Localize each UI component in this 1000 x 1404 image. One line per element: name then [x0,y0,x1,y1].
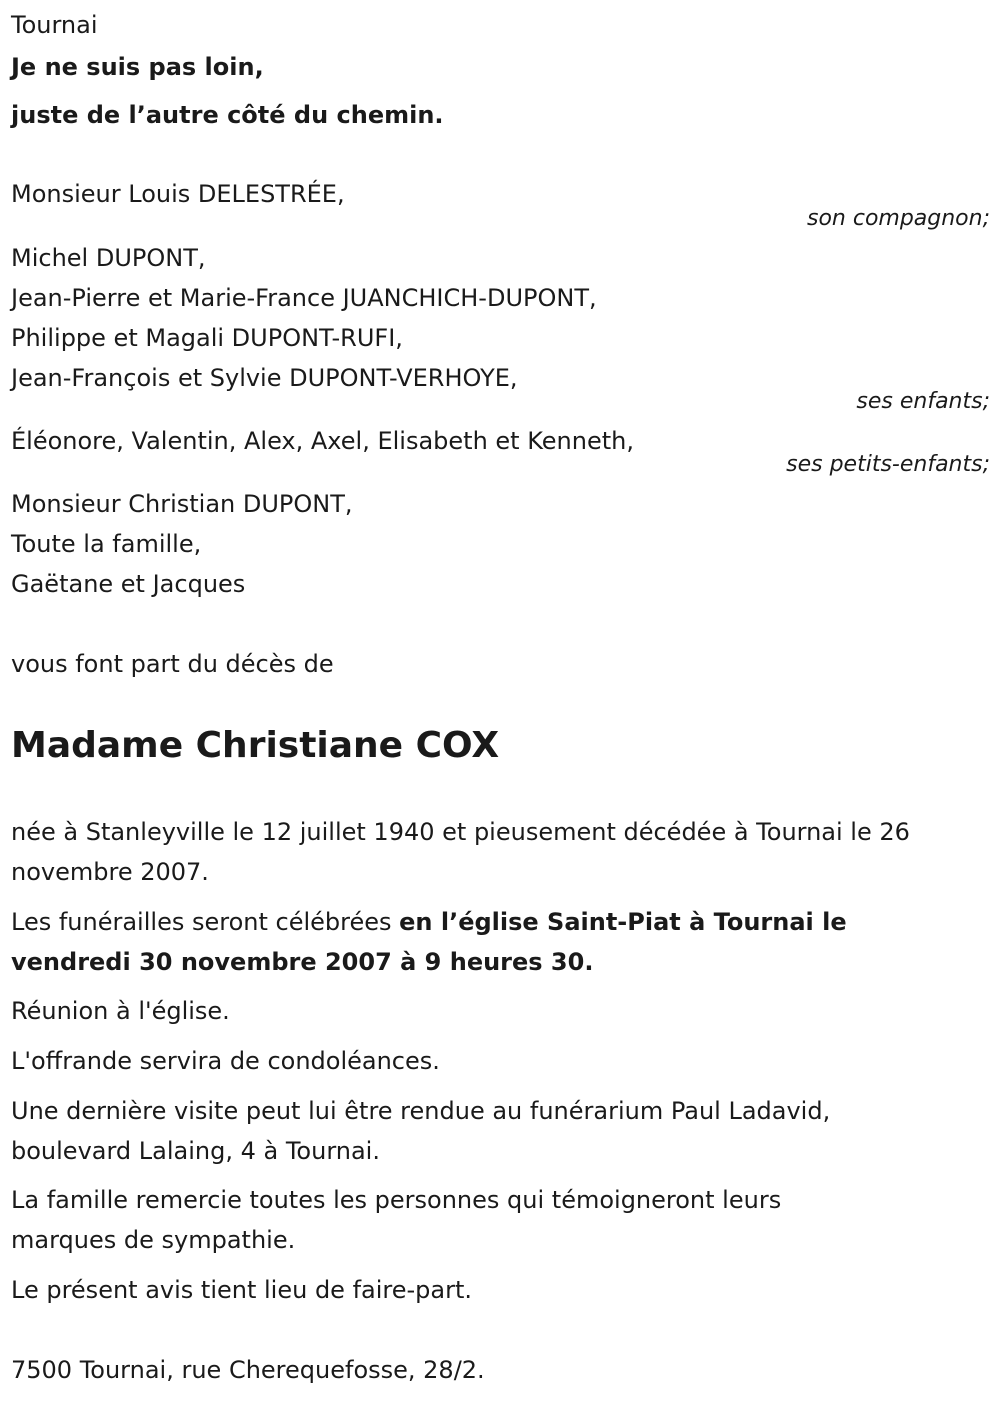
quote-line-2: juste de l’autre côté du chemin. [11,101,444,129]
announcement-text: vous font part du décès de [11,650,334,678]
offering-text: L'offrande servira de condoléances. [11,1047,440,1075]
other-relative-1: Monsieur Christian DUPONT, [11,490,353,518]
birth-death-line-2: novembre 2007. [11,858,209,886]
meeting-text: Réunion à l'église. [11,997,230,1025]
child-1: Michel DUPONT, [11,244,206,272]
quote-line-1: Je ne suis pas loin, [11,53,264,81]
children-role: ses enfants; [856,389,990,414]
child-4: Jean-François et Sylvie DUPONT-VERHOYE, [11,364,518,392]
visit-line-2: boulevard Lalaing, 4 à Tournai. [11,1137,380,1165]
deceased-name: Madame Christiane COX [11,725,500,766]
birth-death-line-1: née à Stanleyville le 12 juillet 1940 et pieusement décédée à Tournai le 26 [11,818,910,846]
other-relative-3: Gaëtane et Jacques [11,570,246,598]
notice-text: Le présent avis tient lieu de faire-part. [11,1276,473,1304]
grandchildren-role: ses petits-enfants; [786,452,990,477]
visit-line-1: Une dernière visite peut lui être rendue au funérarium Paul Ladavid, [11,1097,831,1125]
funeral-line-1 [11,907,847,937]
city-header: Tournai [11,11,98,39]
child-3: Philippe et Magali DUPONT-RUFI, [11,324,403,352]
funeral-place: en l’église Saint-Piat à Tournai le [399,908,847,936]
thanks-line-1: La famille remercie toutes les personnes qui témoigneront leurs [11,1186,782,1214]
thanks-line-2: marques de sympathie. [11,1226,296,1254]
companion-role: son compagnon; [806,206,990,231]
other-relative-2: Toute la famille, [11,530,202,558]
address-text: 7500 Tournai, rue Cherequefosse, 28/2. [11,1356,485,1384]
funeral-date: vendredi 30 novembre 2007 à 9 heures 30. [11,948,594,976]
funeral-intro: Les funérailles seront célébrées [11,908,400,936]
child-2: Jean-Pierre et Marie-France JUANCHICH-DUPONT, [11,284,597,312]
grandchildren-names: Éléonore, Valentin, Alex, Axel, Elisabeth et Kenneth, [11,427,634,455]
companion-name: Monsieur Louis DELESTRÉE, [11,180,345,208]
